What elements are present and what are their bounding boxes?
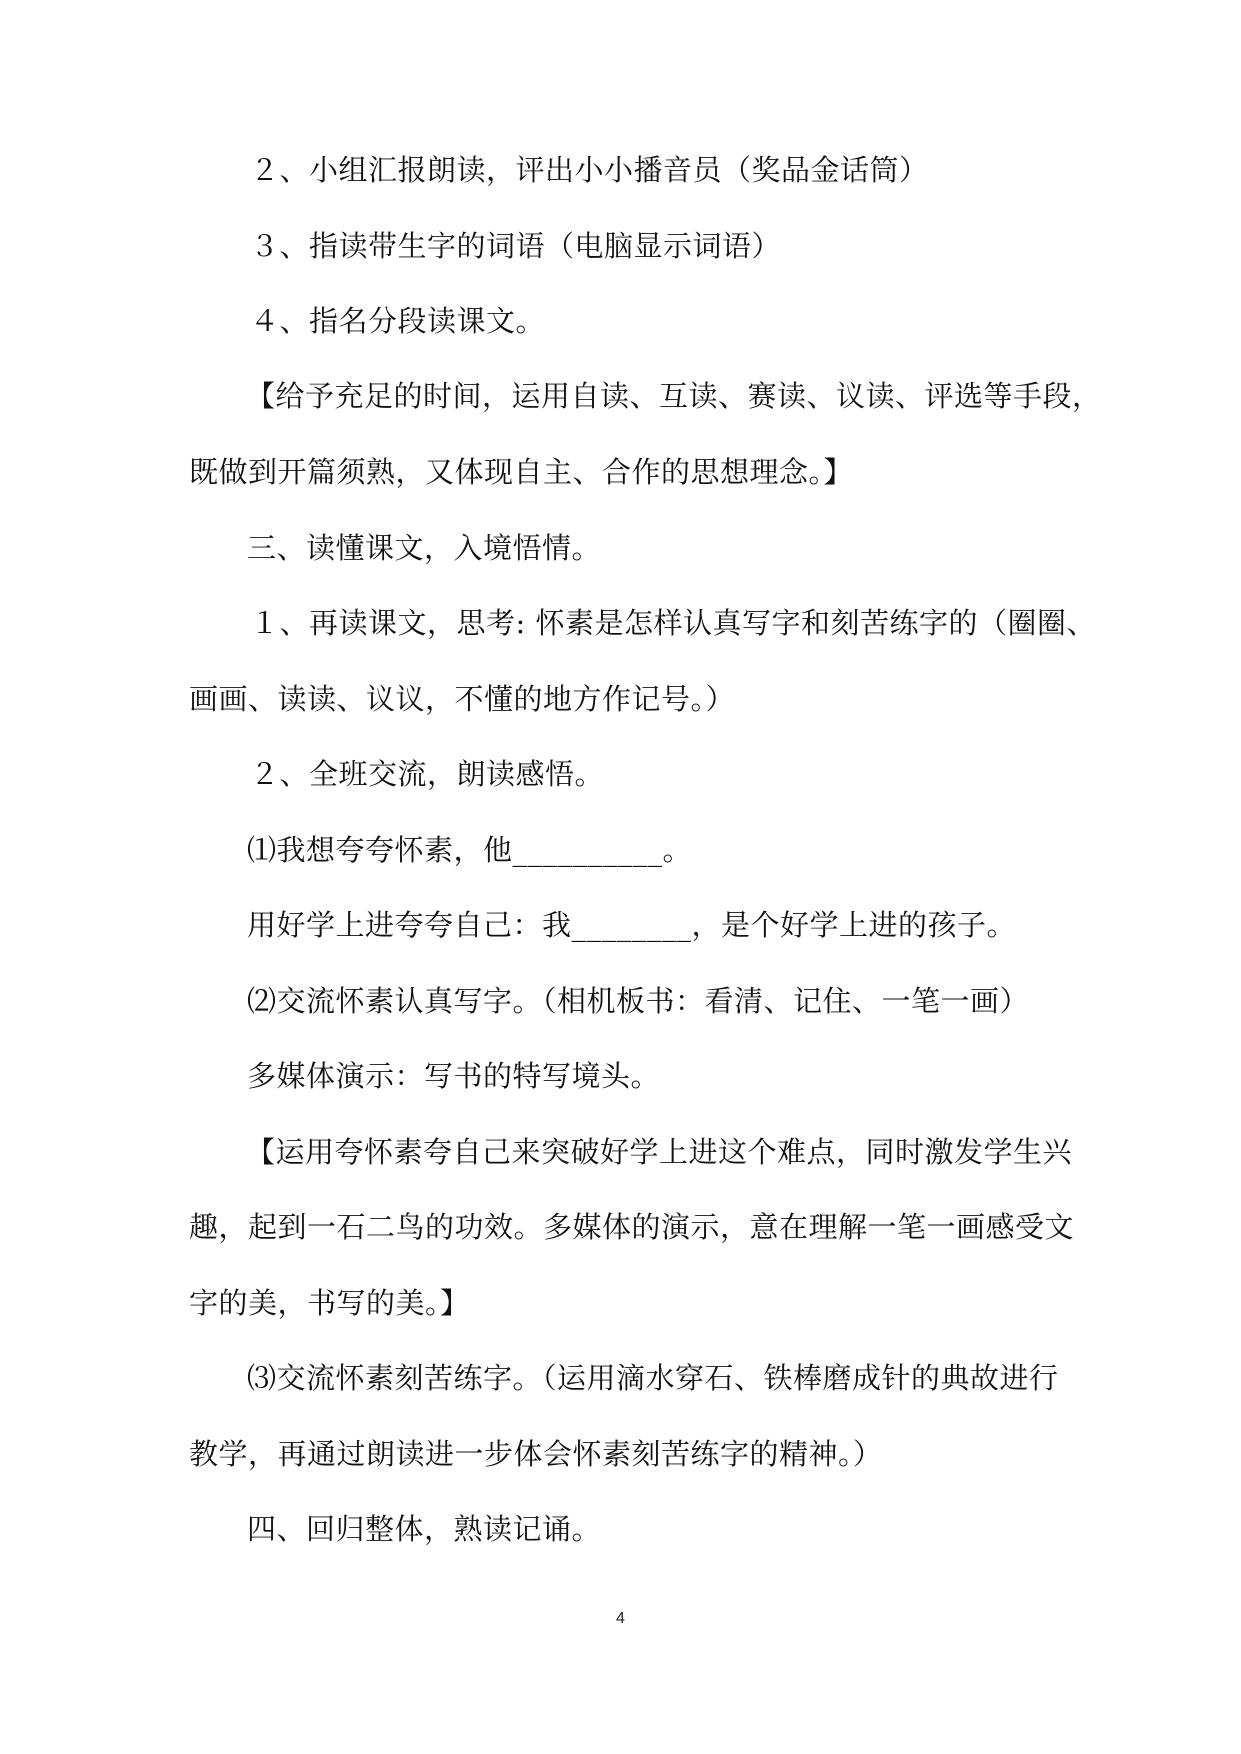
text-line-11: 用好学上进夸夸自己：我________，是个好学上进的孩子。 [247, 908, 1017, 942]
text-line-9: ２、全班交流，朗读感悟。 [250, 757, 605, 791]
text-line-2: ３、指读带生字的词语（电脑显示词语） [250, 229, 782, 263]
text-line-7: １、再读课文，思考: 怀素是怎样认真写字和刻苦练字的（圈圈、 [250, 606, 1096, 640]
text-line-13: 多媒体演示：写书的特写境头。 [247, 1059, 661, 1093]
text-line-19: 四、回归整体，熟读记诵。 [247, 1512, 602, 1546]
text-line-16: 字的美，书写的美。】 [189, 1286, 470, 1320]
text-line-10: ⑴我想夸夸怀素，他__________。 [247, 833, 693, 867]
text-line-17: ⑶交流怀素刻苦练字。（运用滴水穿石、铁棒磨成针的典故进行 [247, 1361, 1059, 1395]
text-line-4: 【给予充足的时间，运用自读、互读、赛读、议读、评选等手段， [246, 379, 1102, 413]
text-line-3: ４、指名分段读课文。 [250, 304, 546, 338]
text-line-18: 教学，再通过朗读进一步体会怀素刻苦练字的精神。） [189, 1437, 883, 1471]
text-line-15: 趣，起到一石二鸟的功效。多媒体的演示，意在理解一笔一画感受文 [189, 1210, 1075, 1244]
text-line-14: 【运用夸怀素夸自己来突破好学上进这个难点，同时激发学生兴 [246, 1135, 1073, 1169]
page-number: 4 [616, 1610, 625, 1627]
text-line-1: ２、小组汇报朗读，评出小小播音员（奖品金话筒） [250, 153, 929, 187]
text-line-12: ⑵交流怀素认真写字。（相机板书：看清、记住、一笔一画） [247, 984, 1030, 1018]
text-line-8: 画画、读读、议议，不懂的地方作记号。） [189, 682, 736, 716]
text-line-6: 三、读懂课文，入境悟情。 [247, 531, 602, 565]
text-line-5: 既做到开篇须熟，又体现自主、合作的思想理念。】 [189, 455, 854, 489]
